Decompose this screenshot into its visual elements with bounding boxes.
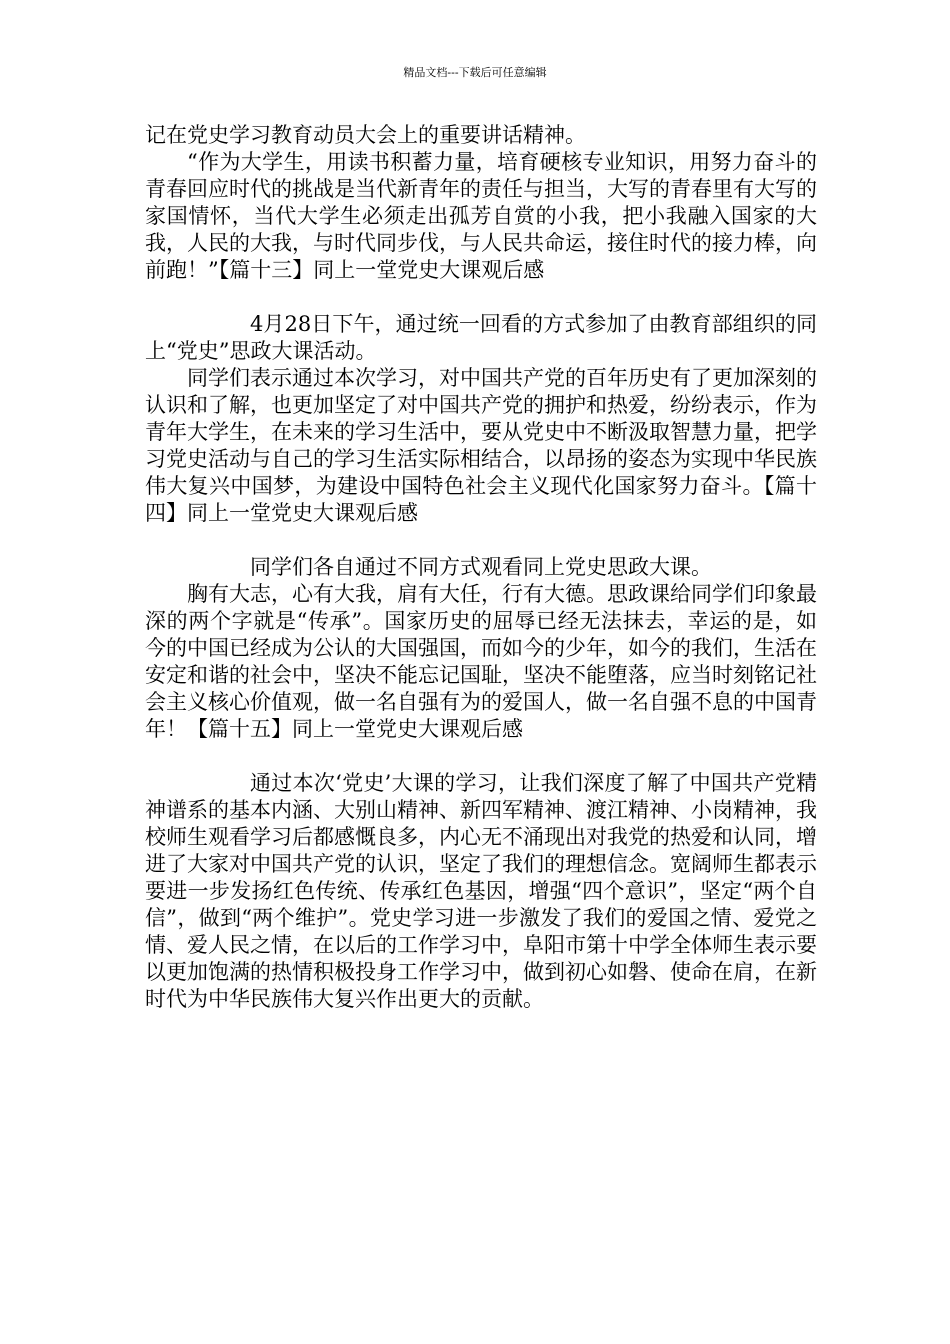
paragraph-5: 同学们各自通过不同方式观看同上党史思政大课。 [250,555,712,579]
paragraph-2: “作为大学生，用读书积蓄力量，培育硬核专业知识，用努力奋斗的青春回应时代的挑战是当代新青年的责任与担当，大写的青春里有大写的家国情怀，当代大学生必须走出孤芳自赏的小我，把小我融入国家的大我，人民的大我，与时代同步伐，与人民共命运，接住时代的接力棒，向前跑！”【篇十三】同上一堂党史大课观后感 [145,150,817,282]
document-body [145,122,817,1013]
paragraph-4: 同学们表示通过本次学习，对中国共产党的百年历史有了更加深刻的认识和了解，也更加坚定了对中国共产党的拥护和热爱，纷纷表示，作为青年大学生，在未来的学习生活中，要从党史中不断汲取智慧力量，把学习党史活动与自己的学习生活实际相结合，以昂扬的姿态为实现中华民族伟大复兴中国梦，为建设中国特色社会主义现代化国家努力奋斗。【篇十四】同上一堂党史大课观后感 [145,366,817,525]
paragraph-1: 记在党史学习教育动员大会上的重要讲话精神。 [145,123,586,147]
paragraph-3: 4月28日下午，通过统一回看的方式参加了由教育部组织的同上“党史”思政大课活动。 [145,312,817,363]
page-header: 精品文档---下载后可任意编辑 [403,66,547,79]
paragraph-gap [145,743,817,770]
paragraph-gap [145,284,817,311]
paragraph-6: 胸有大志，心有大我，肩有大任，行有大德。思政课给同学们印象最深的两个字就是“传承”。国家历史的屈辱已经无法抹去，幸运的是，如今的中国已经成为公认的大国强国，而如今的少年，如今的我们，生活在安定和谐的社会中，坚决不能忘记国耻，坚决不能堕落，应当时刻铭记社会主义核心价值观，做一名自强有为的爱国人，做一名自强不息的中国青年！【篇十五】同上一堂党史大课观后感 [145,582,817,741]
paragraph-7: 通过本次‘党史’大课的学习，让我们深度了解了中国共产党精神谱系的基本内涵、大别山精神、新四军精神、渡江精神、小岗精神，我校师生观看学习后都感慨良多，内心无不涌现出对我党的热爱和认同，增进了大家对中国共产党的认识，坚定了我们的理想信念。宽阔师生都表示要进一步发扬红色传统、传承红色基因，增强“四个意识”，坚定“两个自信”，做到“两个维护”。党史学习进一步激发了我们的爱国之情、爱党之情、爱人民之情，在以后的工作学习中，阜阳市第十中学全体师生表示要以更加饱满的热情积极投身工作学习中，做到初心如磐、使命在肩，在新时代为中华民族伟大复兴作出更大的贡献。 [145,771,817,1011]
paragraph-gap [145,527,817,554]
